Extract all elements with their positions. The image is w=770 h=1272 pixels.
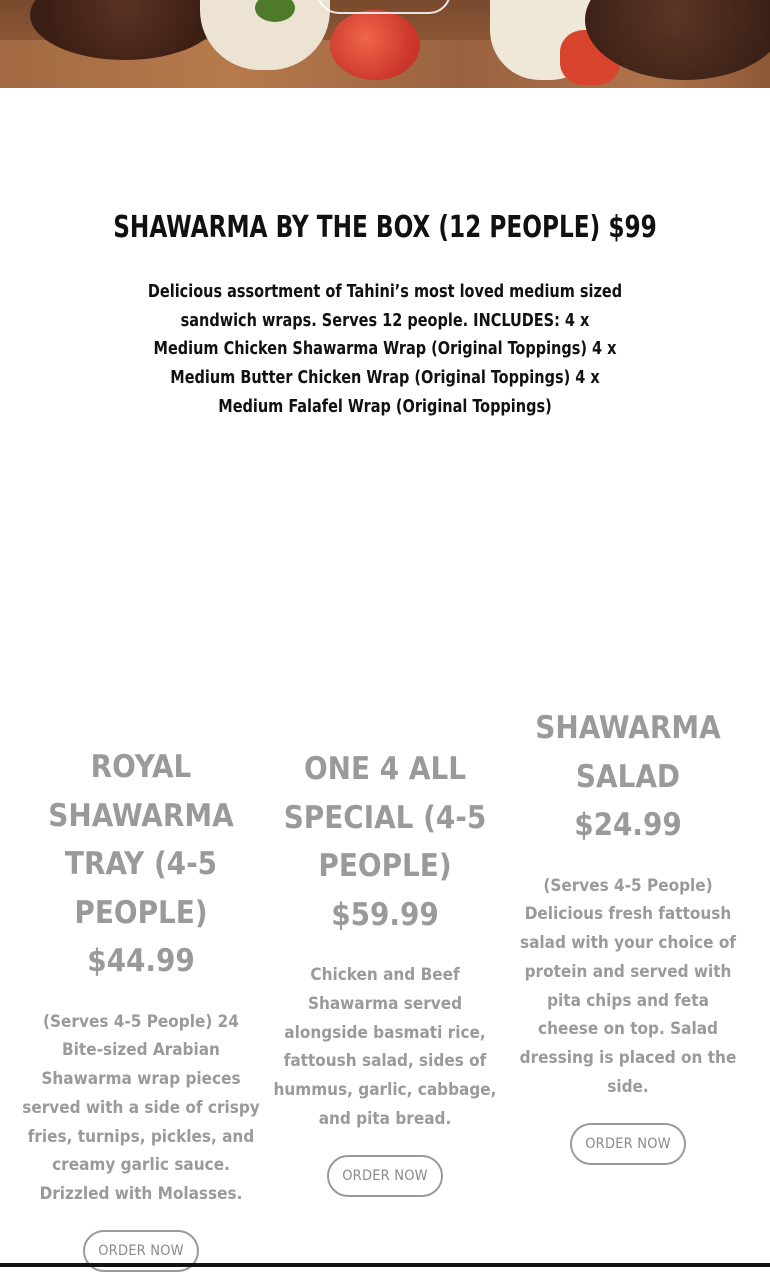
menu-item-title: ONE 4 ALL SPECIAL (4-5 PEOPLE) $59.99: [283, 751, 487, 933]
order-now-button[interactable]: ORDER NOW: [570, 1123, 686, 1165]
tomato-image: [330, 10, 420, 80]
bottom-divider: [0, 1263, 770, 1267]
menu-item-shawarma-salad: [518, 704, 738, 1165]
menu-item-description: (Serves 4-5 People) Delicious fresh fattoush salad with your choice of protein and served with pita chips and feta cheese on top. Salad dressing is placed on the side.: [519, 875, 737, 1098]
menu-item-title: SHAWARMA SALAD $24.99: [535, 710, 721, 843]
hero-button[interactable]: [317, 0, 451, 14]
featured-item-description: Delicious assortment of Tahini’s most loved medium sized sandwich wraps. Serves 12 people. INCLUDES: 4 x Medium Chicken Shawarma Wrap (Original Toppings) 4 x Medium Butter Chicken Wrap (Original Toppings) 4 x Medium Falafel Wrap (Original Toppings): [147, 282, 623, 417]
menu-item-description: (Serves 4-5 People) 24 Bite-sized Arabian Shawarma wrap pieces served with a side of crispy fries, turnips, pickles, and creamy garlic sauce. Drizzled with Molasses.: [22, 1011, 260, 1205]
order-now-button[interactable]: ORDER NOW: [83, 1230, 199, 1272]
order-now-button[interactable]: ORDER NOW: [327, 1155, 443, 1197]
menu-item-title: ROYAL SHAWARMA TRAY (4-5 PEOPLE) $44.99: [48, 749, 234, 979]
menu-item-one-4-all-special: [266, 745, 504, 1197]
hero-food-image: [0, 0, 770, 88]
menu-item-royal-shawarma-tray: [20, 743, 262, 1272]
menu-item-description: Chicken and Beef Shawarma served alongside basmati rice, fattoush salad, sides of hummus, garlic, cabbage, and pita bread.: [273, 965, 497, 1129]
featured-item-title: SHAWARMA BY THE BOX (12 PEOPLE) $99: [113, 210, 657, 245]
